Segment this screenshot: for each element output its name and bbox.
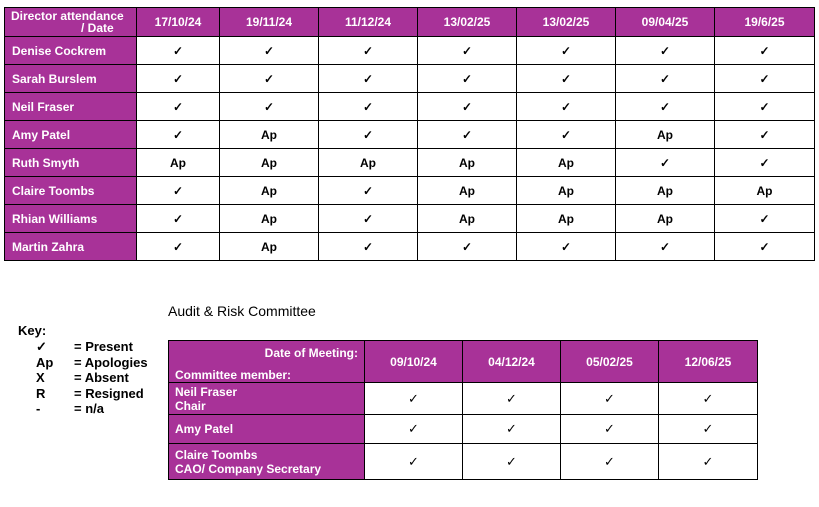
present-tick-icon: ✓ bbox=[463, 444, 561, 480]
present-tick-icon: ✓ bbox=[220, 65, 319, 93]
director-name: Rhian Williams bbox=[5, 205, 137, 233]
committee-date-header: 04/12/24 bbox=[463, 341, 561, 383]
director-name: Claire Toombs bbox=[5, 177, 137, 205]
attendance-cell: Ap bbox=[418, 205, 517, 233]
present-tick-icon: ✓ bbox=[36, 338, 47, 354]
committee-member-label: Committee member: bbox=[175, 368, 292, 382]
key-item bbox=[18, 401, 148, 417]
present-tick-icon: ✓ bbox=[319, 205, 418, 233]
attendance-row bbox=[5, 65, 815, 93]
present-tick-icon: ✓ bbox=[561, 383, 659, 415]
present-tick-icon: ✓ bbox=[137, 233, 220, 261]
director-attendance-table bbox=[4, 7, 815, 261]
present-tick-icon: ✓ bbox=[517, 121, 616, 149]
present-tick-icon: ✓ bbox=[616, 37, 715, 65]
committee-member-name: Neil Fraser bbox=[175, 384, 238, 399]
attendance-cell: Ap bbox=[616, 121, 715, 149]
director-name: Neil Fraser bbox=[5, 93, 137, 121]
committee-date-header: 05/02/25 bbox=[561, 341, 659, 383]
present-tick-icon: ✓ bbox=[365, 415, 463, 444]
attendance-cell: Ap bbox=[220, 121, 319, 149]
key-items bbox=[18, 339, 148, 417]
attendance-header-line1: Director attendance bbox=[11, 9, 124, 23]
present-tick-icon: ✓ bbox=[319, 121, 418, 149]
date-of-meeting-label: Date of Meeting: bbox=[264, 346, 358, 360]
present-tick-icon: ✓ bbox=[137, 121, 220, 149]
attendance-header-row bbox=[5, 8, 815, 37]
attendance-cell: Ap bbox=[616, 177, 715, 205]
committee-corner-header bbox=[169, 341, 365, 383]
present-tick-icon: ✓ bbox=[561, 444, 659, 480]
present-tick-icon: ✓ bbox=[319, 233, 418, 261]
director-name: Ruth Smyth bbox=[5, 149, 137, 177]
present-tick-icon: ✓ bbox=[463, 383, 561, 415]
attendance-cell: Ap bbox=[220, 205, 319, 233]
attendance-cell: Ap bbox=[418, 177, 517, 205]
attendance-date-header: 17/10/24 bbox=[137, 8, 220, 37]
key-title: Key: bbox=[18, 323, 47, 338]
attendance-header-line2: / Date bbox=[81, 21, 114, 35]
attendance-cell: Ap bbox=[137, 149, 220, 177]
committee-member-name: Claire Toombs bbox=[175, 447, 258, 462]
key-symbol: Ap bbox=[36, 354, 54, 370]
present-tick-icon: ✓ bbox=[715, 121, 815, 149]
present-tick-icon: ✓ bbox=[616, 149, 715, 177]
present-tick-icon: ✓ bbox=[715, 149, 815, 177]
attendance-cell: Ap bbox=[418, 149, 517, 177]
present-tick-icon: ✓ bbox=[616, 233, 715, 261]
key-symbol: R bbox=[36, 385, 46, 401]
attendance-cell: Ap bbox=[220, 177, 319, 205]
committee-body bbox=[169, 383, 758, 480]
present-tick-icon: ✓ bbox=[517, 93, 616, 121]
attendance-row bbox=[5, 37, 815, 65]
present-tick-icon: ✓ bbox=[418, 37, 517, 65]
present-tick-icon: ✓ bbox=[319, 65, 418, 93]
key-item bbox=[18, 339, 148, 355]
committee-member-cell bbox=[169, 444, 365, 480]
present-tick-icon: ✓ bbox=[418, 233, 517, 261]
present-tick-icon: ✓ bbox=[137, 177, 220, 205]
key-meaning: = Absent bbox=[74, 370, 129, 386]
present-tick-icon: ✓ bbox=[137, 37, 220, 65]
attendance-date-header: 13/02/25 bbox=[418, 8, 517, 37]
present-tick-icon: ✓ bbox=[715, 205, 815, 233]
attendance-cell: Ap bbox=[517, 205, 616, 233]
attendance-cell: Ap bbox=[715, 177, 815, 205]
present-tick-icon: ✓ bbox=[715, 37, 815, 65]
present-tick-icon: ✓ bbox=[365, 383, 463, 415]
present-tick-icon: ✓ bbox=[715, 65, 815, 93]
present-tick-icon: ✓ bbox=[517, 65, 616, 93]
attendance-cell: Ap bbox=[616, 205, 715, 233]
committee-member-cell bbox=[169, 383, 365, 415]
attendance-row bbox=[5, 121, 815, 149]
key-item bbox=[18, 355, 148, 371]
committee-row bbox=[169, 415, 758, 444]
attendance-date-header: 09/04/25 bbox=[616, 8, 715, 37]
committee-attendance-table bbox=[168, 340, 758, 480]
present-tick-icon: ✓ bbox=[616, 65, 715, 93]
present-tick-icon: ✓ bbox=[561, 415, 659, 444]
committee-member-role: CAO/ Company Secretary bbox=[175, 461, 322, 476]
present-tick-icon: ✓ bbox=[463, 415, 561, 444]
attendance-date-header: 13/02/25 bbox=[517, 8, 616, 37]
present-tick-icon: ✓ bbox=[365, 444, 463, 480]
present-tick-icon: ✓ bbox=[319, 93, 418, 121]
director-name: Amy Patel bbox=[5, 121, 137, 149]
director-name: Martin Zahra bbox=[5, 233, 137, 261]
attendance-body bbox=[5, 37, 815, 261]
attendance-cell: Ap bbox=[220, 233, 319, 261]
key-symbol: - bbox=[36, 401, 41, 417]
present-tick-icon: ✓ bbox=[319, 177, 418, 205]
present-tick-icon: ✓ bbox=[220, 93, 319, 121]
present-tick-icon: ✓ bbox=[220, 37, 319, 65]
present-tick-icon: ✓ bbox=[715, 233, 815, 261]
key-symbol: X bbox=[36, 370, 45, 386]
attendance-cell: Ap bbox=[319, 149, 418, 177]
committee-member-role: Chair bbox=[175, 398, 206, 413]
attendance-row bbox=[5, 93, 815, 121]
committee-member-name: Amy Patel bbox=[175, 422, 234, 436]
key-meaning: = n/a bbox=[74, 401, 104, 417]
present-tick-icon: ✓ bbox=[517, 37, 616, 65]
present-tick-icon: ✓ bbox=[659, 383, 758, 415]
present-tick-icon: ✓ bbox=[418, 93, 517, 121]
committee-row bbox=[169, 383, 758, 415]
present-tick-icon: ✓ bbox=[137, 65, 220, 93]
key-item bbox=[18, 370, 148, 386]
committee-row bbox=[169, 444, 758, 480]
attendance-row bbox=[5, 177, 815, 205]
attendance-row bbox=[5, 149, 815, 177]
present-tick-icon: ✓ bbox=[137, 205, 220, 233]
director-name: Sarah Burslem bbox=[5, 65, 137, 93]
present-tick-icon: ✓ bbox=[715, 93, 815, 121]
attendance-date-header: 11/12/24 bbox=[319, 8, 418, 37]
present-tick-icon: ✓ bbox=[616, 93, 715, 121]
committee-member-cell bbox=[169, 415, 365, 444]
attendance-date-header: 19/11/24 bbox=[220, 8, 319, 37]
attendance-key bbox=[18, 323, 148, 417]
director-name: Denise Cockrem bbox=[5, 37, 137, 65]
committee-date-header: 12/06/25 bbox=[659, 341, 758, 383]
key-meaning: = Apologies bbox=[74, 354, 148, 370]
attendance-cell: Ap bbox=[220, 149, 319, 177]
committee-header-row bbox=[169, 341, 758, 383]
present-tick-icon: ✓ bbox=[517, 233, 616, 261]
key-item bbox=[18, 386, 148, 402]
present-tick-icon: ✓ bbox=[319, 37, 418, 65]
present-tick-icon: ✓ bbox=[137, 93, 220, 121]
committee-date-header: 09/10/24 bbox=[365, 341, 463, 383]
committee-caption: Audit & Risk Committee bbox=[168, 303, 316, 319]
attendance-cell: Ap bbox=[517, 177, 616, 205]
attendance-corner-header bbox=[5, 8, 137, 37]
key-meaning: = Present bbox=[74, 339, 133, 355]
present-tick-icon: ✓ bbox=[659, 444, 758, 480]
key-meaning: = Resigned bbox=[74, 385, 144, 401]
present-tick-icon: ✓ bbox=[418, 121, 517, 149]
attendance-cell: Ap bbox=[517, 149, 616, 177]
present-tick-icon: ✓ bbox=[659, 415, 758, 444]
attendance-row bbox=[5, 233, 815, 261]
attendance-row bbox=[5, 205, 815, 233]
attendance-date-header: 19/6/25 bbox=[715, 8, 815, 37]
present-tick-icon: ✓ bbox=[418, 65, 517, 93]
